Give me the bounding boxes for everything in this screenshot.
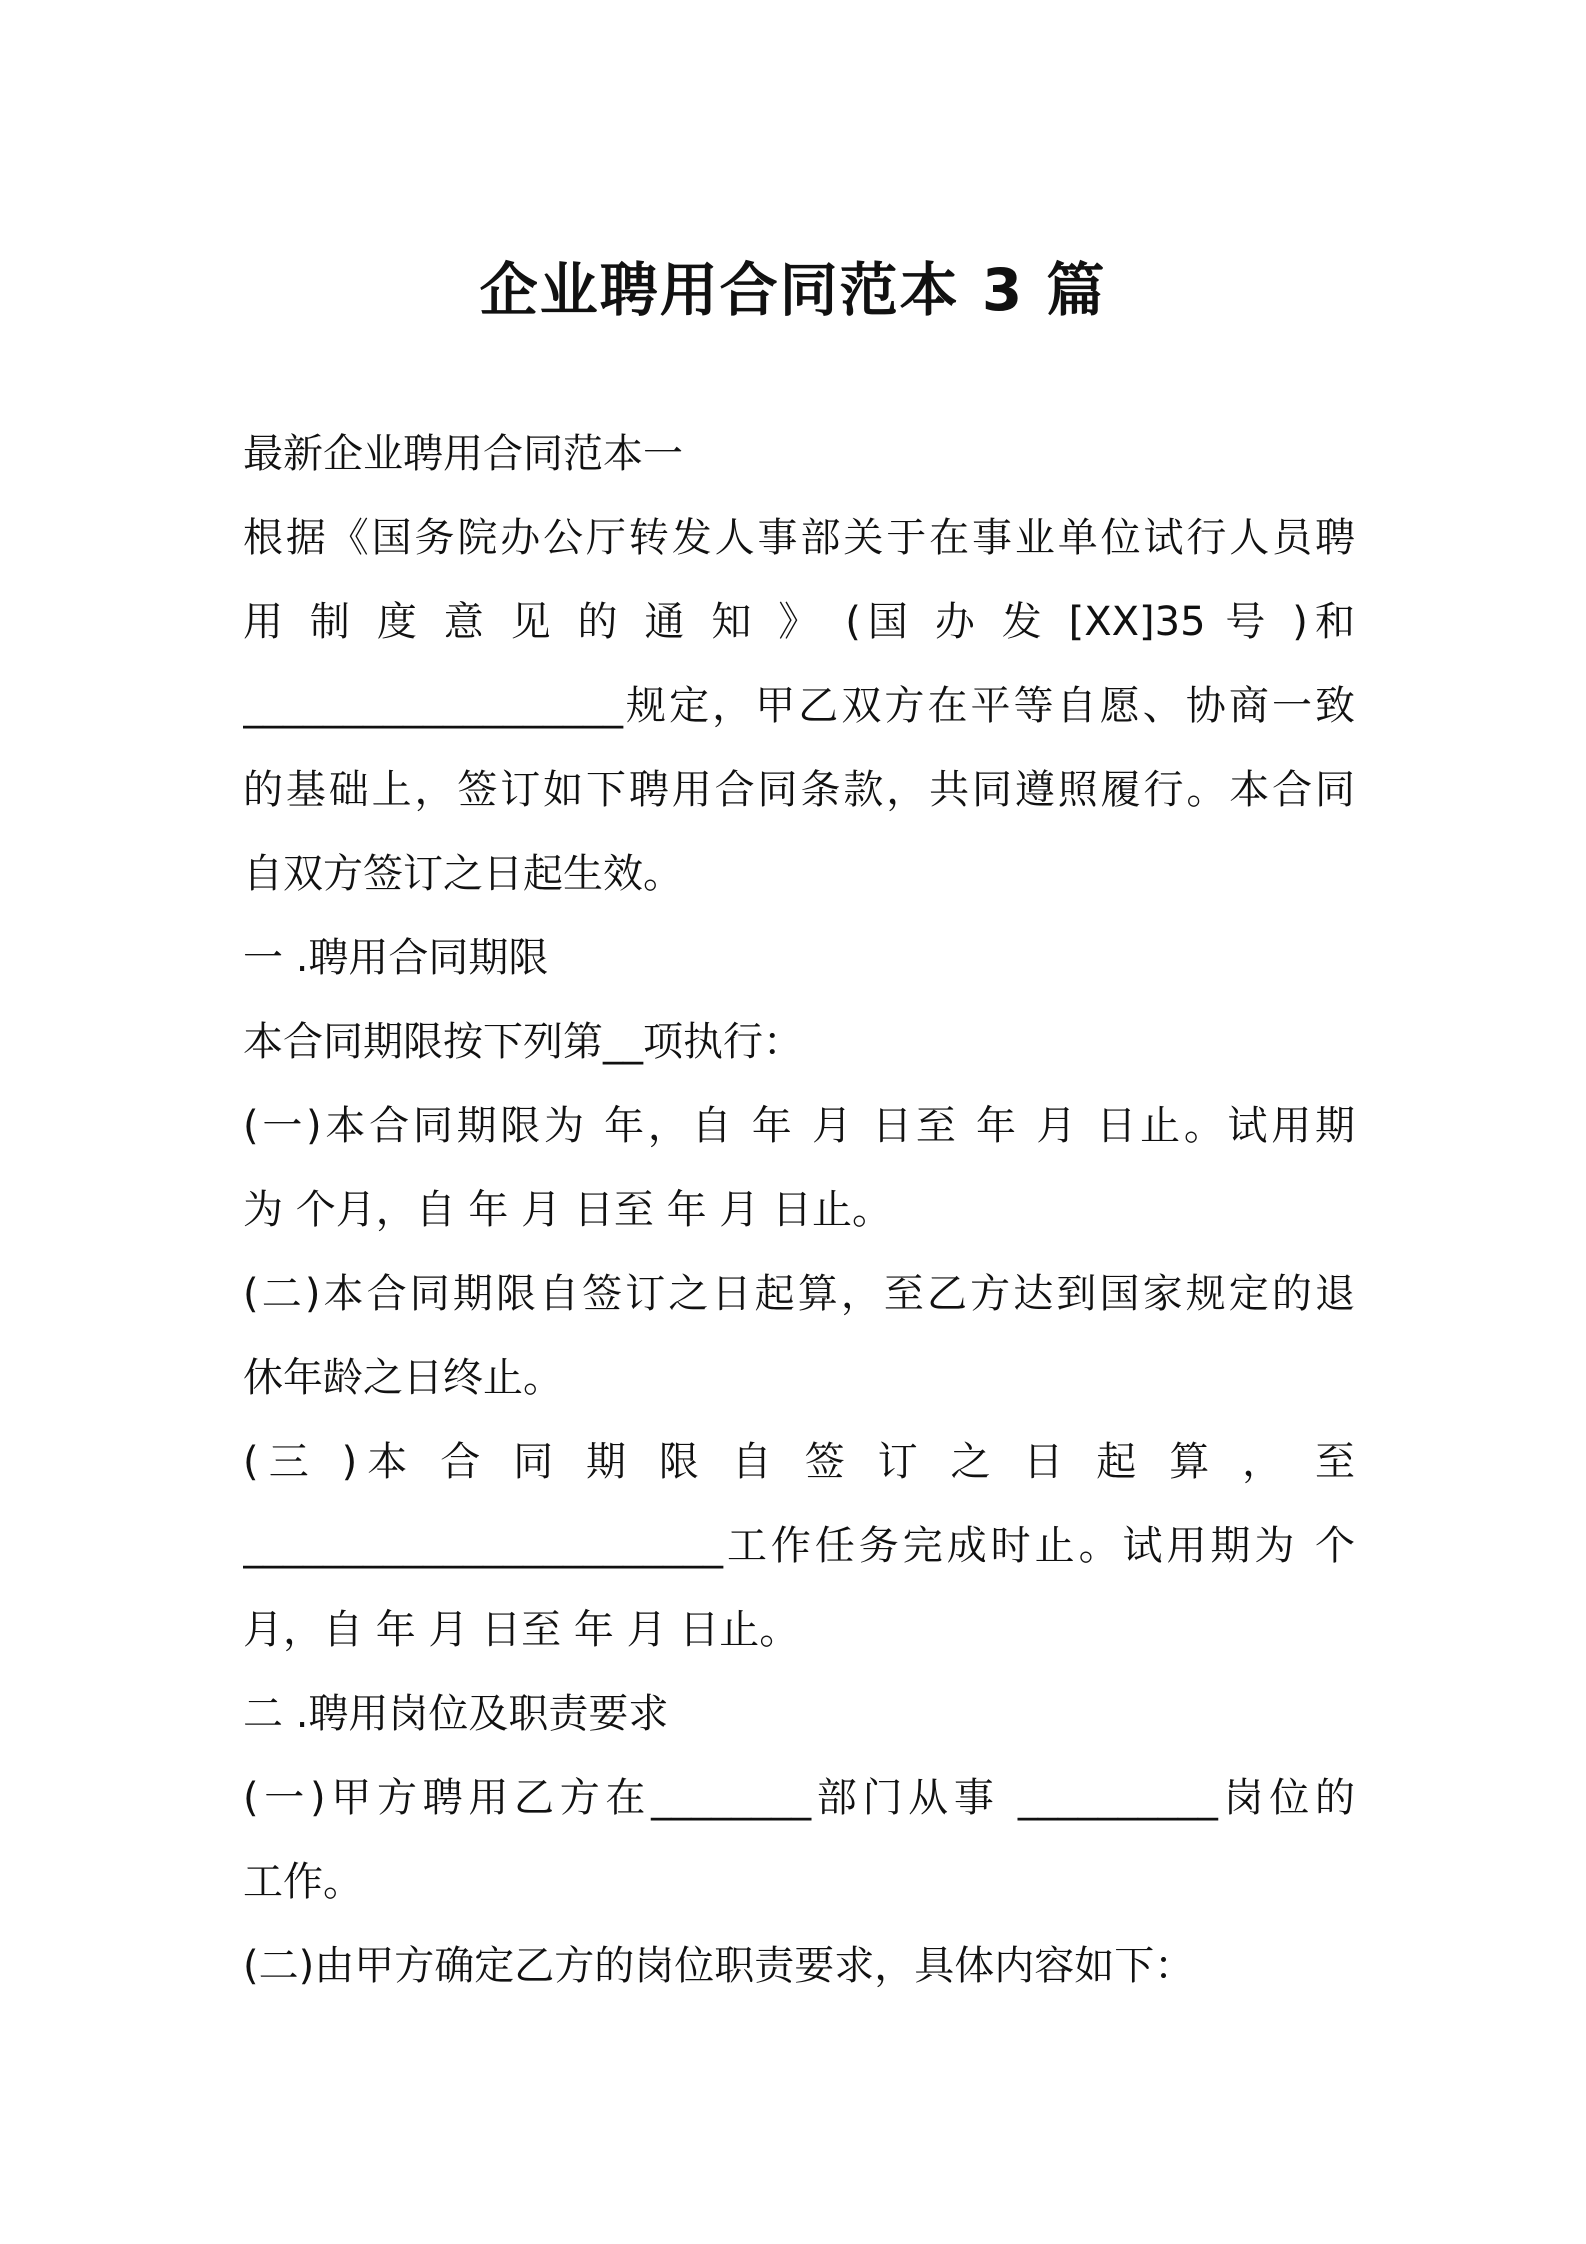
paragraph-line: (二)本合同期限自签订之日起算，至乙方达到国家规定的退 (243, 1271, 1355, 1317)
paragraph-line: (一)本合同期限为 年，自 年 月 日至 年 月 日止。试用期 (243, 1103, 1355, 1149)
paragraph-line: ________________________工作任务完成时止。试用期为 个 (243, 1523, 1355, 1569)
section-heading: 一 .聘用合同期限 (243, 935, 549, 981)
paragraph-line: (一)甲方聘用乙方在________部门从事 __________岗位的 (243, 1775, 1355, 1821)
paragraph-line: 本合同期限按下列第__项执行： (243, 1019, 803, 1065)
document-body (243, 412, 1355, 2008)
paragraph-line: (三 )本 合 同 期 限 自 签 订 之 日 起 算 ， 至 (243, 1439, 1355, 1485)
paragraph-line: 为 个月，自 年 月 日至 年 月 日止。 (243, 1187, 893, 1233)
section-heading: 二 .聘用岗位及职责要求 (243, 1691, 669, 1737)
paragraph-line: ___________________规定，甲乙双方在平等自愿、协商一致 (243, 683, 1355, 729)
paragraph-line: 工作。 (243, 1859, 363, 1905)
paragraph-line: 根据《国务院办公厅转发人事部关于在事业单位试行人员聘 (243, 515, 1355, 561)
paragraph-line: 最新企业聘用合同范本一 (243, 431, 683, 477)
paragraph-line: 的基础上，签订如下聘用合同条款，共同遵照履行。本合同 (243, 767, 1355, 813)
paragraph-line: 休年龄之日终止。 (243, 1355, 563, 1401)
paragraph-line: 自双方签订之日起生效。 (243, 851, 683, 897)
paragraph-line: 用 制 度 意 见 的 通 知 》 (国 办 发 [XX]35 号 )和 (243, 599, 1355, 645)
paragraph-line: (二)由甲方确定乙方的岗位职责要求，具体内容如下： (243, 1943, 1195, 1989)
paragraph-line: 月，自 年 月 日至 年 月 日止。 (243, 1607, 800, 1653)
document-title: 企业聘用合同范本 3 篇 (479, 256, 1107, 324)
